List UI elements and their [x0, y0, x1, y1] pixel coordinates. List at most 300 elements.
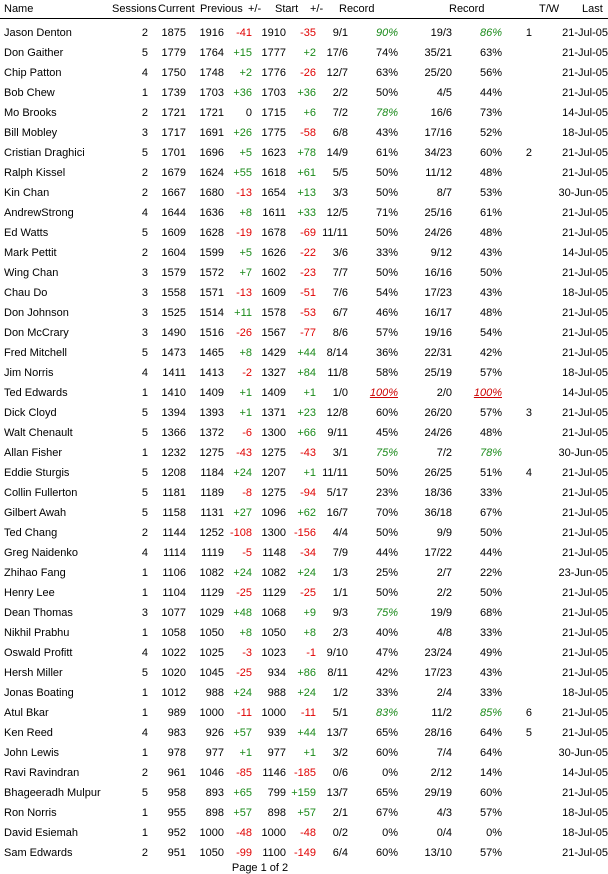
cell-name: Don Johnson	[4, 307, 69, 319]
cell-current: 1525	[161, 307, 186, 319]
cell-diff1: -13	[236, 187, 252, 199]
cell-sessions: 1	[141, 587, 148, 599]
table-row	[0, 324, 608, 344]
cell-rec2: 19/9	[430, 607, 452, 619]
cell-last: 14-Jul-05	[562, 107, 608, 119]
cell-rec1: 3/3	[332, 187, 348, 199]
cell-previous: 1571	[199, 287, 224, 299]
cell-pct2: 78%	[479, 447, 502, 459]
cell-current: 1875	[161, 27, 186, 39]
cell-last: 21-Jul-05	[562, 787, 608, 799]
cell-pct2: 43%	[479, 287, 502, 299]
table-row	[0, 804, 608, 824]
cell-sessions: 2	[141, 167, 148, 179]
cell-last: 21-Jul-05	[562, 267, 608, 279]
cell-rec1: 1/2	[332, 687, 348, 699]
cell-start: 1050	[261, 627, 286, 639]
cell-pct1: 67%	[375, 807, 398, 819]
cell-name: Bill Mobley	[4, 127, 58, 139]
cell-diff2: -51	[300, 287, 316, 299]
cell-sessions: 4	[141, 207, 148, 219]
cell-previous: 1691	[199, 127, 224, 139]
table-row	[0, 764, 608, 784]
cell-name: David Esiemah	[4, 827, 78, 839]
cell-start: 1207	[261, 467, 286, 479]
cell-current: 1410	[161, 387, 186, 399]
cell-previous: 1599	[199, 247, 224, 259]
cell-last: 21-Jul-05	[562, 527, 608, 539]
cell-rec2: 2/2	[436, 587, 452, 599]
cell-rec2: 17/22	[424, 547, 452, 559]
cell-last: 18-Jul-05	[562, 687, 608, 699]
table-row	[0, 124, 608, 144]
cell-start: 1275	[261, 447, 286, 459]
cell-sessions: 1	[141, 687, 148, 699]
cell-last: 21-Jul-05	[562, 207, 608, 219]
col-header-name: Name	[4, 3, 34, 15]
table-row	[0, 824, 608, 844]
cell-sessions: 1	[141, 707, 148, 719]
cell-diff2: -26	[300, 67, 316, 79]
cell-pct2: 57%	[479, 847, 502, 859]
cell-rec2: 19/3	[430, 27, 452, 39]
cell-start: 1327	[261, 367, 286, 379]
cell-previous: 1189	[200, 487, 224, 499]
cell-rec1: 14/9	[326, 147, 348, 159]
table-row	[0, 704, 608, 724]
cell-current: 1158	[162, 507, 186, 519]
cell-sessions: 3	[141, 307, 148, 319]
cell-pct2: 60%	[479, 147, 502, 159]
cell-start: 1275	[261, 487, 286, 499]
cell-previous: 1131	[200, 507, 224, 519]
cell-rec1: 9/1	[332, 27, 348, 39]
cell-current: 1490	[161, 327, 186, 339]
cell-pct2: 73%	[479, 107, 502, 119]
cell-pct1: 78%	[375, 107, 398, 119]
cell-last: 18-Jul-05	[562, 127, 608, 139]
cell-rec1: 16/7	[326, 507, 348, 519]
cell-diff1: +57	[233, 807, 252, 819]
cell-pct2: 50%	[479, 267, 502, 279]
cell-tw: 5	[525, 727, 532, 739]
cell-pct2: 67%	[479, 507, 502, 519]
cell-name: Ravi Ravindran	[4, 767, 80, 779]
cell-rec2: 26/20	[424, 407, 452, 419]
cell-previous: 893	[205, 787, 224, 799]
cell-pct1: 63%	[375, 67, 398, 79]
cell-current: 1779	[161, 47, 186, 59]
cell-rec1: 7/7	[332, 267, 348, 279]
cell-name: Oswald Profitt	[4, 647, 73, 659]
cell-rec2: 2/7	[436, 567, 452, 579]
cell-start: 1023	[261, 647, 286, 659]
cell-pct1: 46%	[375, 307, 398, 319]
cell-rec1: 9/3	[332, 607, 348, 619]
cell-diff1: +1	[239, 407, 252, 419]
cell-diff1: +24	[233, 567, 252, 579]
cell-start: 1100	[262, 847, 286, 859]
cell-start: 1129	[262, 587, 286, 599]
cell-rec1: 13/7	[326, 787, 348, 799]
cell-name: Ron Norris	[4, 807, 57, 819]
cell-start: 1602	[261, 267, 286, 279]
cell-diff2: +62	[297, 507, 316, 519]
cell-rec2: 2/4	[436, 687, 452, 699]
cell-rec1: 3/6	[332, 247, 348, 259]
cell-tw: 4	[525, 467, 532, 479]
cell-sessions: 5	[141, 347, 148, 359]
cell-previous: 1703	[199, 87, 224, 99]
table-row	[0, 724, 608, 744]
cell-current: 1644	[161, 207, 186, 219]
cell-last: 21-Jul-05	[562, 647, 608, 659]
cell-sessions: 3	[141, 127, 148, 139]
cell-start: 1609	[261, 287, 286, 299]
table-row	[0, 364, 608, 384]
cell-last: 21-Jul-05	[562, 627, 608, 639]
cell-sessions: 5	[141, 427, 148, 439]
cell-previous: 977	[205, 747, 224, 759]
cell-previous: 1624	[199, 167, 224, 179]
cell-diff1: -48	[236, 827, 252, 839]
cell-last: 21-Jul-05	[562, 847, 608, 859]
cell-last: 21-Jul-05	[562, 427, 608, 439]
cell-pct1: 33%	[375, 687, 398, 699]
cell-pct1: 42%	[375, 667, 398, 679]
col-header-tw: T/W	[539, 3, 560, 15]
page-footer	[0, 862, 608, 874]
cell-name: Jonas Boating	[4, 687, 74, 699]
cell-diff1: -99	[236, 847, 252, 859]
cell-current: 1012	[161, 687, 186, 699]
cell-sessions: 1	[141, 387, 148, 399]
cell-last: 21-Jul-05	[562, 67, 608, 79]
col-header-sessions: Sessions	[112, 3, 157, 15]
table-row	[0, 144, 608, 164]
cell-name: Ted Chang	[4, 527, 58, 539]
cell-pct1: 36%	[375, 347, 398, 359]
cell-rec1: 7/2	[332, 107, 348, 119]
cell-rec2: 25/16	[424, 207, 452, 219]
cell-current: 1579	[161, 267, 186, 279]
col-header-diff1: +/-	[248, 3, 262, 15]
table-row	[0, 44, 608, 64]
cell-diff2: +24	[297, 567, 316, 579]
cell-pct2: 63%	[479, 47, 502, 59]
cell-start: 939	[267, 727, 286, 739]
cell-current: 1106	[162, 567, 186, 579]
cell-current: 1366	[161, 427, 186, 439]
cell-rec1: 12/8	[326, 407, 348, 419]
cell-pct2: 49%	[479, 647, 502, 659]
cell-previous: 1045	[199, 667, 224, 679]
ratings-table-body	[0, 24, 608, 864]
cell-name: Fred Mitchell	[4, 347, 67, 359]
cell-current: 1679	[161, 167, 186, 179]
cell-previous: 1252	[199, 527, 224, 539]
cell-pct2: 48%	[479, 427, 502, 439]
cell-name: Ken Reed	[4, 727, 53, 739]
cell-name: Chau Do	[4, 287, 48, 299]
cell-current: 1077	[161, 607, 186, 619]
cell-rec2: 16/6	[430, 107, 452, 119]
cell-pct2: 51%	[479, 467, 502, 479]
cell-diff2: -1	[306, 647, 316, 659]
cell-start: 1618	[261, 167, 286, 179]
cell-pct1: 65%	[375, 727, 398, 739]
cell-rec2: 23/24	[424, 647, 452, 659]
cell-tw: 1	[525, 27, 532, 39]
cell-diff1: +65	[233, 787, 252, 799]
cell-name: Allan Fisher	[4, 447, 63, 459]
cell-diff1: +15	[233, 47, 252, 59]
cell-name: AndrewStrong	[4, 207, 74, 219]
cell-name: Don McCrary	[4, 327, 69, 339]
cell-diff1: -2	[242, 367, 252, 379]
cell-diff2: +6	[303, 107, 316, 119]
cell-previous: 1184	[200, 467, 224, 479]
cell-pct2: 33%	[479, 687, 502, 699]
cell-previous: 1514	[199, 307, 224, 319]
cell-rec2: 17/23	[424, 667, 452, 679]
cell-rec2: 16/17	[424, 307, 452, 319]
cell-current: 1020	[161, 667, 186, 679]
cell-rec1: 13/7	[326, 727, 348, 739]
cell-name: Henry Lee	[4, 587, 55, 599]
col-header-current: Current	[158, 3, 195, 15]
cell-pct2: 48%	[479, 227, 502, 239]
table-row	[0, 584, 608, 604]
cell-name: John Lewis	[4, 747, 60, 759]
cell-last: 21-Jul-05	[562, 347, 608, 359]
cell-sessions: 4	[141, 547, 148, 559]
cell-tw: 3	[525, 407, 532, 419]
cell-pct1: 61%	[375, 147, 398, 159]
table-row	[0, 664, 608, 684]
cell-pct1: 90%	[375, 27, 398, 39]
cell-diff1: +27	[233, 507, 252, 519]
table-row	[0, 224, 608, 244]
cell-last: 21-Jul-05	[562, 307, 608, 319]
cell-pct2: 100%	[473, 387, 502, 399]
table-row	[0, 244, 608, 264]
table-row	[0, 544, 608, 564]
cell-name: Jim Norris	[4, 367, 54, 379]
cell-last: 21-Jul-05	[562, 487, 608, 499]
cell-pct1: 0%	[382, 767, 398, 779]
cell-pct1: 74%	[375, 47, 398, 59]
cell-rec2: 34/23	[424, 147, 452, 159]
cell-name: Chip Patton	[4, 67, 62, 79]
cell-name: Mo Brooks	[4, 107, 57, 119]
cell-start: 988	[267, 687, 286, 699]
cell-diff1: -43	[236, 447, 252, 459]
cell-start: 1409	[261, 387, 286, 399]
cell-sessions: 5	[141, 487, 148, 499]
cell-previous: 1129	[200, 587, 224, 599]
cell-diff1: -19	[236, 227, 252, 239]
col-header-record2: Record	[449, 3, 485, 15]
cell-previous: 898	[205, 807, 224, 819]
cell-pct1: 50%	[375, 587, 398, 599]
cell-previous: 1000	[199, 707, 224, 719]
cell-diff1: +2	[239, 67, 252, 79]
cell-rec1: 2/2	[332, 87, 348, 99]
table-row	[0, 604, 608, 624]
cell-pct2: 14%	[479, 767, 502, 779]
cell-diff1: +8	[239, 207, 252, 219]
cell-pct1: 50%	[375, 467, 398, 479]
cell-diff2: -58	[300, 127, 316, 139]
cell-start: 1082	[261, 567, 286, 579]
cell-pct1: 70%	[375, 507, 398, 519]
cell-pct2: 57%	[479, 367, 502, 379]
cell-previous: 1916	[199, 27, 224, 39]
table-row	[0, 644, 608, 664]
cell-current: 1609	[161, 227, 186, 239]
cell-name: Jason Denton	[4, 27, 72, 39]
cell-rec2: 0/4	[436, 827, 452, 839]
cell-diff2: +13	[297, 187, 316, 199]
cell-rec1: 6/4	[332, 847, 348, 859]
cell-name: Mark Pettit	[4, 247, 57, 259]
cell-rec2: 7/4	[436, 747, 452, 759]
cell-name: Cristian Draghici	[4, 147, 85, 159]
cell-last: 14-Jul-05	[562, 247, 608, 259]
cell-current: 1667	[161, 187, 186, 199]
cell-previous: 1050	[199, 847, 224, 859]
cell-rec1: 1/3	[332, 567, 348, 579]
cell-sessions: 5	[141, 467, 148, 479]
cell-name: Gilbert Awah	[4, 507, 67, 519]
cell-previous: 1393	[199, 407, 224, 419]
cell-previous: 1628	[199, 227, 224, 239]
page-indicator: Page 1 of 2	[231, 862, 289, 874]
cell-rec2: 9/9	[436, 527, 452, 539]
table-row	[0, 384, 608, 404]
cell-pct2: 48%	[479, 167, 502, 179]
cell-pct1: 75%	[375, 607, 398, 619]
cell-sessions: 2	[141, 247, 148, 259]
cell-diff1: +57	[233, 727, 252, 739]
cell-last: 30-Jun-05	[558, 447, 608, 459]
cell-rec2: 4/8	[436, 627, 452, 639]
cell-pct1: 50%	[375, 187, 398, 199]
cell-pct2: 33%	[479, 487, 502, 499]
cell-start: 934	[267, 667, 286, 679]
cell-last: 21-Jul-05	[562, 327, 608, 339]
cell-sessions: 5	[141, 147, 148, 159]
cell-diff1: +5	[239, 147, 252, 159]
cell-rec2: 4/5	[436, 87, 452, 99]
cell-previous: 1465	[199, 347, 224, 359]
cell-start: 898	[267, 807, 286, 819]
cell-rec1: 5/1	[332, 707, 348, 719]
col-header-last: Last	[582, 3, 603, 15]
cell-diff1: +55	[233, 167, 252, 179]
cell-pct2: 54%	[479, 327, 502, 339]
cell-rec1: 2/3	[332, 627, 348, 639]
cell-start: 1776	[261, 67, 286, 79]
cell-current: 1104	[162, 587, 186, 599]
cell-start: 1300	[261, 527, 286, 539]
cell-diff1: -26	[236, 327, 252, 339]
cell-current: 1181	[162, 487, 186, 499]
cell-sessions: 5	[141, 227, 148, 239]
cell-pct2: 50%	[479, 527, 502, 539]
cell-rec2: 25/19	[424, 367, 452, 379]
cell-last: 21-Jul-05	[562, 407, 608, 419]
cell-sessions: 2	[141, 27, 148, 39]
cell-last: 18-Jul-05	[562, 367, 608, 379]
cell-pct1: 50%	[375, 167, 398, 179]
cell-diff1: +36	[233, 87, 252, 99]
cell-start: 1146	[262, 767, 286, 779]
cell-diff2: +9	[303, 607, 316, 619]
cell-current: 1721	[161, 107, 186, 119]
cell-diff2: +33	[297, 207, 316, 219]
cell-last: 21-Jul-05	[562, 667, 608, 679]
table-row	[0, 204, 608, 224]
cell-name: Kin Chan	[4, 187, 50, 199]
cell-sessions: 5	[141, 667, 148, 679]
cell-pct1: 50%	[375, 527, 398, 539]
cell-diff2: +8	[303, 627, 316, 639]
cell-diff1: +7	[239, 267, 252, 279]
cell-sessions: 3	[141, 267, 148, 279]
cell-pct2: 43%	[479, 247, 502, 259]
cell-sessions: 4	[141, 367, 148, 379]
cell-current: 983	[167, 727, 186, 739]
cell-current: 1701	[161, 147, 186, 159]
cell-pct1: 60%	[375, 407, 398, 419]
cell-diff2: -25	[300, 587, 316, 599]
cell-pct1: 57%	[375, 327, 398, 339]
table-row	[0, 744, 608, 764]
cell-name: Dean Thomas	[4, 607, 73, 619]
cell-current: 1058	[161, 627, 186, 639]
cell-rec1: 11/8	[327, 367, 348, 379]
table-header	[0, 0, 608, 19]
cell-diff1: -11	[236, 707, 252, 719]
cell-start: 1567	[261, 327, 286, 339]
cell-rec2: 19/16	[424, 327, 452, 339]
cell-sessions: 4	[141, 727, 148, 739]
cell-sessions: 2	[141, 187, 148, 199]
cell-rec1: 3/2	[332, 747, 348, 759]
cell-pct2: 50%	[479, 587, 502, 599]
cell-diff1: -85	[236, 767, 252, 779]
cell-name: Hersh Miller	[4, 667, 63, 679]
cell-rec2: 18/36	[424, 487, 452, 499]
cell-current: 1739	[161, 87, 186, 99]
cell-current: 1750	[161, 67, 186, 79]
table-row	[0, 284, 608, 304]
cell-last: 21-Jul-05	[562, 507, 608, 519]
cell-sessions: 2	[141, 107, 148, 119]
cell-pct2: 64%	[479, 727, 502, 739]
cell-rec2: 16/16	[424, 267, 452, 279]
cell-diff2: -185	[293, 767, 316, 779]
cell-rec2: 9/12	[430, 247, 452, 259]
cell-previous: 1680	[199, 187, 224, 199]
cell-pct1: 47%	[375, 647, 398, 659]
cell-sessions: 1	[141, 807, 148, 819]
cell-pct2: 61%	[479, 207, 502, 219]
cell-previous: 1372	[199, 427, 224, 439]
cell-diff2: -149	[293, 847, 316, 859]
